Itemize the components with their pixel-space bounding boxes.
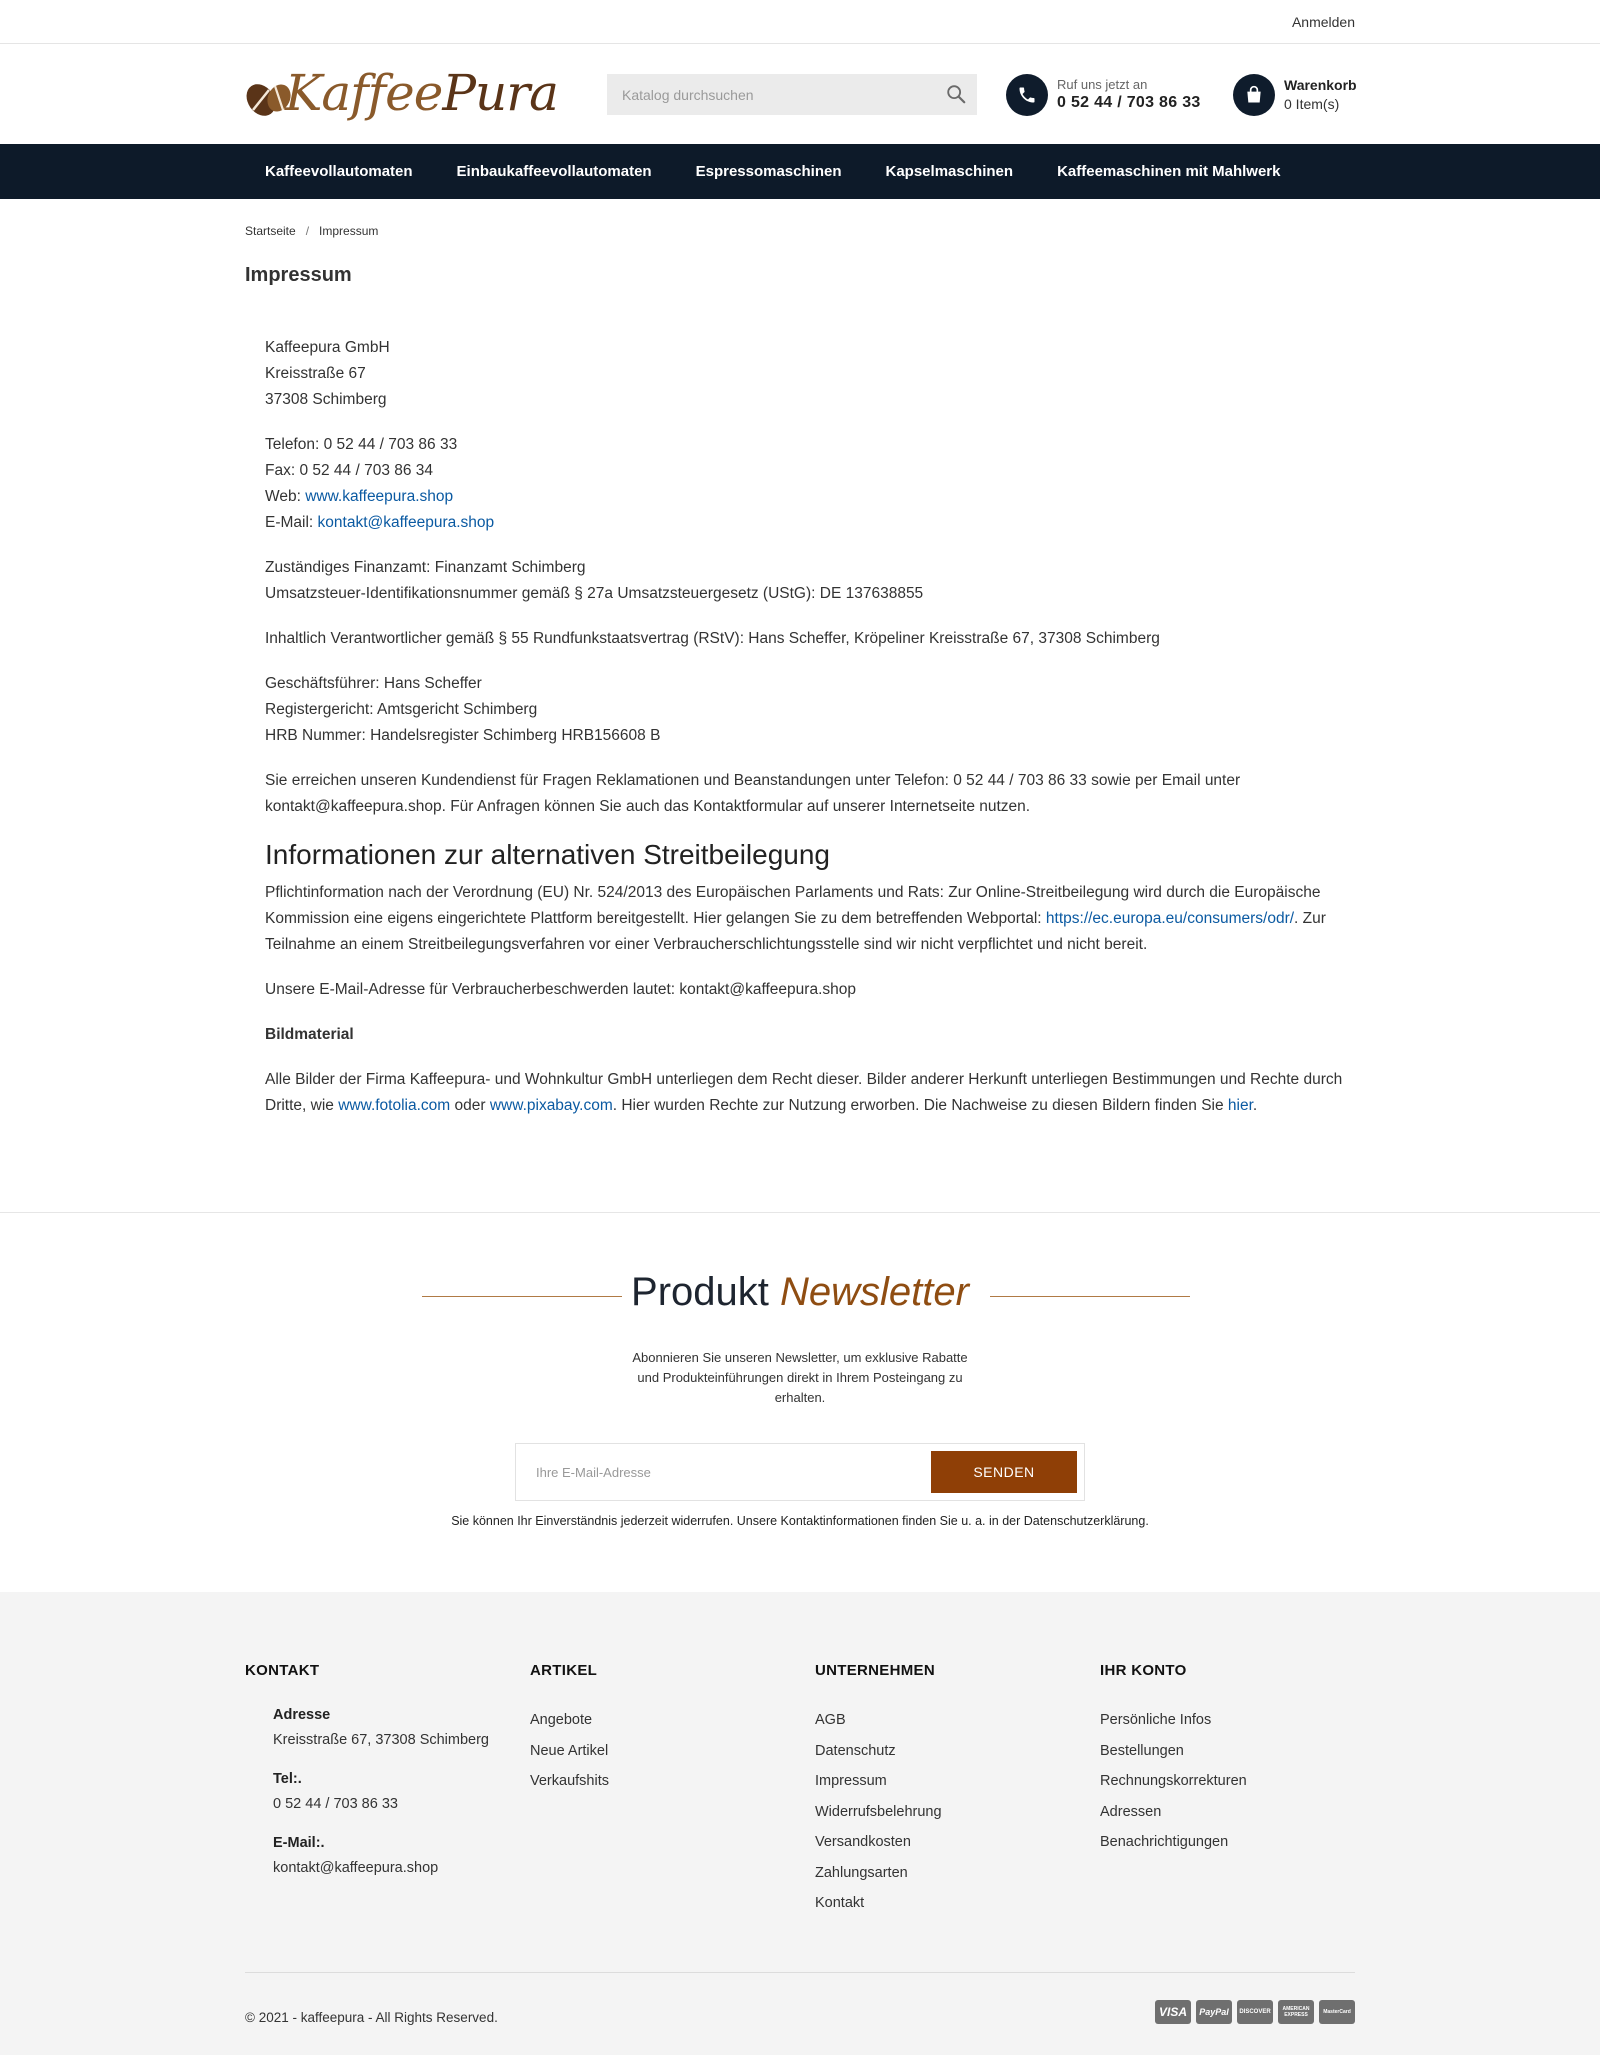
court-text: Registergericht: Amtsgericht Schimberg [265, 701, 538, 718]
phone-icon-circle [1006, 74, 1048, 116]
vat-id-text: Umsatzsteuer-Identifikationsnummer gemäß § 27a Umsatzsteuergesetz (UStG): DE 137638855 [265, 585, 924, 602]
footer-articles-heading: ARTIKEL [530, 1662, 598, 1679]
content-divider [0, 1212, 1600, 1213]
footer [0, 1592, 1600, 2055]
fax-text: Fax: 0 52 44 / 703 86 34 [265, 462, 434, 479]
footer-articles [530, 1662, 609, 1797]
copyright: © 2021 - kaffeepura - All Rights Reserved. [245, 2010, 498, 2025]
footer-tel[interactable]: 0 52 44 / 703 86 33 [273, 1796, 398, 1812]
list-item [1100, 1736, 1247, 1767]
list-item [1100, 1705, 1247, 1736]
footer-link-rechnungskorrekturen[interactable]: Rechnungskorrekturen [1100, 1773, 1247, 1789]
search-icon[interactable] [945, 83, 967, 105]
footer-link-verkaufshits[interactable]: Verkaufshits [530, 1773, 609, 1789]
logo-kaffee: Kaffee [285, 64, 443, 122]
cart-icon-circle[interactable] [1233, 74, 1275, 116]
footer-divider [245, 1972, 1355, 1973]
footer-contact-heading: KONTAKT [245, 1662, 320, 1679]
images-text-part: . Hier wurden Rechte zur Nutzung erworben. Die Nachweise zu diesen Bildern finden Sie [612, 1097, 1228, 1114]
header [0, 44, 1600, 144]
footer-link-benachrichtigungen[interactable]: Benachrichtigungen [1100, 1834, 1229, 1850]
dispute-text-part: . Zur Teilnahme an einem Streitbeilegungsverfahren vor einer Verbraucherschlichtungsstelle sind wir nicht verpflichtet und nicht bereit. [265, 910, 1326, 953]
phone-text: Telefon: 0 52 44 / 703 86 33 [265, 436, 458, 453]
footer-company-heading: UNTERNEHMEN [815, 1662, 935, 1679]
phone-icon [1017, 85, 1037, 105]
footer-link-versandkosten[interactable]: Versandkosten [815, 1834, 911, 1850]
footer-link-bestellungen[interactable]: Bestellungen [1100, 1742, 1184, 1759]
image-credits-link[interactable]: hier [1227, 1097, 1253, 1114]
logo-pura: Pura [442, 64, 558, 122]
breadcrumb-separator: / [305, 224, 310, 238]
managing-director-text: Geschäftsführer: Hans Scheffer [265, 675, 482, 692]
footer-link-datenschutz[interactable]: Datenschutz [815, 1742, 896, 1759]
address-line: Kaffeepura GmbH [265, 339, 390, 356]
web-link[interactable]: www.kaffeepura.shop [305, 488, 454, 505]
odr-link[interactable]: https://ec.europa.eu/consumers/odr/ [1045, 910, 1295, 927]
mastercard-icon: MasterCard [1319, 2000, 1355, 2024]
footer-link-impressum[interactable]: Impressum [815, 1773, 887, 1789]
footer-link-persoenliche-infos[interactable]: Persönliche Infos [1100, 1712, 1212, 1728]
images-text [265, 1067, 1355, 1119]
payment-methods [1155, 2000, 1355, 2024]
hrb-text: HRB Nummer: Handelsregister Schimberg HRB156608 B [265, 727, 661, 744]
cart-label[interactable]: Warenkorb [1284, 77, 1357, 93]
list-item [530, 1736, 609, 1767]
footer-link-agb[interactable]: AGB [815, 1712, 846, 1728]
amex-icon: AMERICAN EXPRESS [1278, 2000, 1314, 2024]
address-line: Kreisstraße 67 [265, 365, 366, 382]
tax-office-text: Zuständiges Finanzamt: Finanzamt Schimberg [265, 559, 586, 576]
images-text-part: oder [450, 1097, 490, 1114]
footer-contact-block [245, 1705, 489, 1883]
footer-tel-label: Tel:. [273, 1771, 302, 1787]
newsletter-title-main: Produkt [631, 1270, 780, 1314]
company-address [265, 335, 1355, 413]
newsletter-email-input[interactable] [516, 1444, 926, 1500]
list-item [530, 1705, 609, 1736]
responsible-text: Inhaltlich Verantwortlicher gemäß § 55 Rundfunkstaatsvertrag (RStV): Hans Scheffer, Kröpeliner Kreisstraße 67, 37308 Schimberg [265, 630, 1160, 647]
impressum-content [265, 335, 1355, 1138]
list-item [815, 1858, 942, 1889]
list-item [815, 1797, 942, 1828]
contact-details [265, 432, 1355, 536]
newsletter-form [515, 1443, 1085, 1501]
phone-number[interactable]: 0 52 44 / 703 86 33 [1057, 94, 1201, 111]
images-text-part: Alle Bilder der Firma Kaffeepura- und Wohnkultur GmbH unterliegen dem Recht dieser. Bilder anderer Herkunft unterliegen Bestimmungen und Rechte durch Dritte, wie [265, 1071, 1343, 1114]
complaint-email-text: Unsere E-Mail-Adresse für Verbraucherbeschwerden lautet: kontakt@kaffeepura.shop [265, 981, 856, 998]
discover-icon: DISCOVER [1237, 2000, 1273, 2024]
main-nav [0, 144, 1600, 199]
footer-contact [245, 1662, 489, 1883]
customer-service-text: Sie erreichen unseren Kundendienst für Fragen Reklamationen und Beanstandungen unter Telefon: 0 52 44 / 703 86 33 sowie per Email unter kontakt@kaffeepura.shop. Für Anfragen können Sie auch das Kontaktformular auf unserer Internetseite nutzen. [265, 772, 1241, 815]
newsletter-title-accent: Newsletter [780, 1270, 969, 1314]
nav-item-einbaukaffeevollautomaten[interactable]: Einbaukaffeevollautomaten [456, 163, 652, 180]
address-line: 37308 Schimberg [265, 391, 387, 408]
login-link[interactable]: Anmelden [1291, 14, 1355, 30]
shopping-bag-icon [1244, 85, 1264, 105]
logo-text [285, 64, 558, 122]
top-bar [0, 0, 1600, 44]
footer-account [1100, 1662, 1247, 1858]
newsletter-description: Abonnieren Sie unseren Newsletter, um exklusive Rabatte und Produkteinführungen direkt in Ihrem Posteingang zu erhalten. [632, 1350, 968, 1405]
list-item [815, 1827, 942, 1858]
fotolia-link[interactable]: www.fotolia.com [338, 1097, 451, 1114]
list-item [1100, 1766, 1247, 1797]
dispute-text [265, 880, 1355, 958]
nav-item-kapselmaschinen[interactable]: Kapselmaschinen [885, 163, 1014, 180]
search-box [607, 74, 977, 115]
search-input[interactable] [607, 74, 977, 115]
pixabay-link[interactable]: www.pixabay.com [489, 1097, 613, 1114]
breadcrumb [245, 224, 378, 238]
email-label: E-Mail: [265, 514, 318, 531]
nav-item-espressomaschinen[interactable]: Espressomaschinen [695, 163, 842, 180]
web-label: Web: [265, 488, 306, 505]
list-item [815, 1888, 942, 1919]
list-item [1100, 1827, 1247, 1858]
footer-link-widerrufsbelehrung[interactable]: Widerrufsbelehrung [815, 1803, 942, 1820]
visa-icon: VISA [1155, 2000, 1191, 2024]
newsletter-consent: Sie können Ihr Einverständnis jederzeit widerrufen. Unsere Kontaktinformationen finden Sie u. a. in der Datenschutzerklärung. [451, 1514, 1149, 1528]
footer-link-kontakt[interactable]: Kontakt [815, 1895, 865, 1911]
footer-address: Kreisstraße 67, 37308 Schimberg [273, 1732, 489, 1748]
email-link[interactable]: kontakt@kaffeepura.shop [317, 514, 495, 531]
images-text-part: . [1252, 1097, 1258, 1114]
list-item [815, 1766, 942, 1797]
dispute-heading: Informationen zur alternativen Streitbeilegung [265, 839, 831, 870]
page-title: Impressum [245, 264, 352, 286]
nav-item-kaffeevollautomaten[interactable]: Kaffeevollautomaten [265, 163, 413, 180]
footer-email-label: E-Mail:. [273, 1835, 325, 1851]
breadcrumb-current: Impressum [319, 224, 379, 238]
newsletter-title [0, 1270, 1600, 1315]
nav-item-kaffeemaschinen-mit-mahlwerk[interactable]: Kaffeemaschinen mit Mahlwerk [1057, 163, 1281, 180]
tax-info [265, 555, 1355, 607]
footer-link-zahlungsarten[interactable]: Zahlungsarten [815, 1864, 908, 1881]
dispute-text-part: Pflichtinformation nach der Verordnung (EU) Nr. 524/2013 des Europäischen Parlaments und Rats: Zur Online-Streitbeilegung wird durch die Europäische Kommission eine eigens eingerichtete Plattform bereitgestellt. Hier gelangen Sie zu dem betreffenden Webportal: [265, 884, 1321, 927]
footer-link-neue-artikel[interactable]: Neue Artikel [530, 1742, 609, 1759]
breadcrumb-home[interactable]: Startseite [245, 224, 296, 238]
paypal-icon: PayPal [1196, 2000, 1232, 2024]
cart-count: 0 Item(s) [1284, 96, 1340, 112]
footer-address-label: Adresse [273, 1707, 331, 1723]
list-item [815, 1736, 942, 1767]
footer-email[interactable]: kontakt@kaffeepura.shop [273, 1860, 439, 1876]
footer-account-heading: IHR KONTO [1100, 1662, 1187, 1679]
footer-link-angebote[interactable]: Angebote [530, 1712, 593, 1728]
logo[interactable] [245, 62, 558, 126]
footer-link-adressen[interactable]: Adressen [1100, 1803, 1162, 1820]
list-item [1100, 1797, 1247, 1828]
newsletter-send-button[interactable]: SENDEN [931, 1451, 1077, 1493]
register-info [265, 671, 1355, 749]
list-item [530, 1766, 609, 1797]
phone-label: Ruf uns jetzt an [1057, 77, 1148, 92]
images-heading: Bildmaterial [265, 1026, 354, 1043]
list-item [815, 1705, 942, 1736]
footer-company [815, 1662, 942, 1919]
